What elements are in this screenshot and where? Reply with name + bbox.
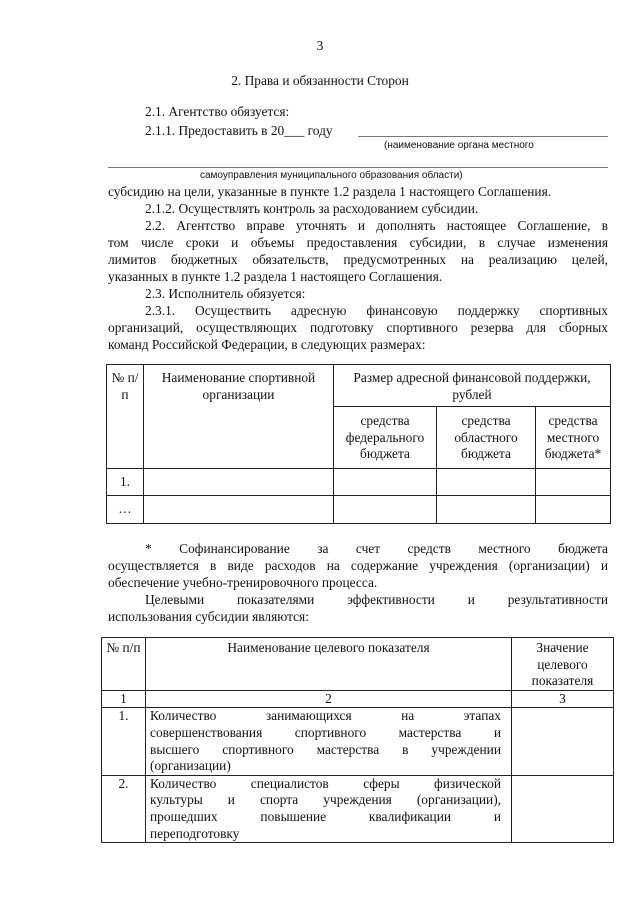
footnote-line: * Софинансирование за счет средств местного бюджета [145,541,608,556]
table-cell [536,469,611,496]
indicator-name [146,708,512,775]
indicator-value [512,775,614,842]
para-2-2-line: указанных в пункте 1.2 раздела 1 настоящего Соглашения. [108,269,443,284]
col-header-support-size: Размер адресной финансовой поддержки, рублей [334,365,611,407]
col-number-label: 1 [102,690,146,708]
col-header-indicator-name: Наименование целевого показателя [146,638,512,691]
page-number: 3 [316,38,324,53]
blank-line-2 [108,167,608,168]
indicator-line: высшего спортивного мастерства в учреждении [150,741,501,757]
indicators-table [101,637,614,843]
table-cell [144,496,334,524]
table-row-number: 1. [107,469,144,496]
indicators-intro-line: использования субсидии являются: [108,609,309,624]
para-2-1-2: 2.1.2. Осуществлять контроль за расходованием субсидии. [145,201,479,216]
col-header-local: средства местного бюджета* [536,407,611,469]
para-2-3: 2.3. Исполнитель обязуется: [145,286,306,301]
table-cell [144,469,334,496]
table-cell [437,469,536,496]
table-cell [536,496,611,524]
para-2-2-line: 2.2. Агентство вправе уточнять и дополнять настоящее Соглашение, в [145,218,608,233]
indicator-line: культуры и спорта учреждения (организации), [150,792,501,808]
para-2-1-1-continuation: субсидию на цели, указанные в пункте 1.2 раздела 1 настоящего Соглашения. [108,184,552,199]
col-number-label: 3 [512,690,614,708]
table-cell [334,469,437,496]
indicators-intro-line: Целевыми показателями эффективности и результативности [145,592,608,607]
section-title: 2. Права и обязанности Сторон [231,73,409,88]
para-2-3-1-line: организаций, осуществляющих подготовку спортивного резерва для сборных [108,320,608,335]
para-2-2-line: том числе сроки и объемы предоставления субсидии, в случае изменения [108,235,608,250]
caption-organ-part2: самоуправления муниципального образования области) [200,170,463,181]
indicator-line: (организации) [150,758,231,774]
table-row-number: … [107,496,144,524]
caption-organ-part1: (наименование органа местного [384,140,534,151]
para-2-1: 2.1. Агентство обязуется: [145,104,290,119]
para-2-2-line: лимитов бюджетных обязательств, предусмотренных на реализацию целей, [108,252,608,267]
indicator-value [512,708,614,775]
col-header-regional: средства областного бюджета [437,407,536,469]
footnote-line: обеспечение учебно-тренировочного процесса. [108,575,378,590]
blank-line-1 [358,136,608,137]
para-2-3-1-line: 2.3.1. Осуществить адресную финансовую поддержку спортивных [145,303,608,318]
col-header-organization: Наименование спортивной организации [144,365,334,469]
col-header-number: № п/п [107,365,144,469]
indicator-name [146,775,512,842]
table-cell [437,496,536,524]
indicator-line: переподготовку [150,825,240,841]
table-cell [334,496,437,524]
table-row-number: 1. [102,708,146,775]
table-row-number: 2. [102,775,146,842]
indicator-line: Количество занимающихся на этапах [150,708,501,724]
support-table [106,364,611,524]
footnote-line: осуществляется в виде расходов на содержание учреждения (организации) и [108,558,608,573]
col-header-federal: средства федерального бюджета [334,407,437,469]
para-2-1-1: 2.1.1. Предоставить в 20___ году [145,123,333,138]
indicator-line: прошедших повышение квалификации и [150,808,501,824]
indicator-line: Количество специалистов сферы физической [150,775,501,791]
col-header-number: № п/п [102,638,146,691]
col-header-indicator-value: Значение целевого показателя [512,638,614,691]
col-number-label: 2 [146,690,512,708]
indicator-line: совершенствования спортивного мастерства и [150,724,501,740]
para-2-3-1-line: команд Российской Федерации, в следующих размерах: [108,337,426,352]
